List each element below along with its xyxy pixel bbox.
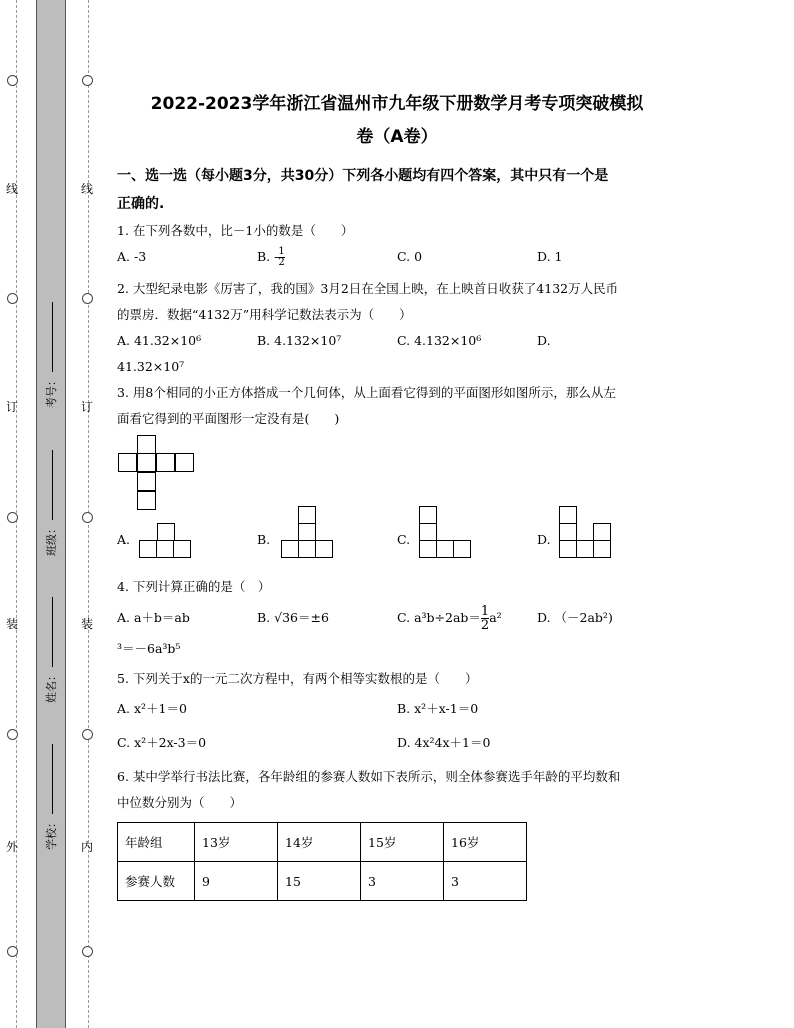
question-4: 4. 下列计算正确的是（ ） (117, 579, 271, 594)
question-5-options-row2 (117, 726, 677, 760)
age-group-table (117, 822, 527, 901)
option-d: D. 4x²4x＋1＝0 (397, 735, 491, 750)
question-2-options (117, 328, 677, 354)
binding-hole (82, 75, 93, 86)
option-b: B. 4.132×10⁷ (257, 333, 342, 348)
option-a: A. x²＋1＝0 (117, 701, 187, 716)
option-a: A. -3 (117, 249, 147, 264)
binding-hole (82, 512, 93, 523)
school-field: 学校： (43, 744, 59, 850)
binding-hole (7, 75, 18, 86)
side-char: 线 (80, 182, 93, 196)
section-heading: 一、选一选（每小题3分，共30分）下列各小题均有四个答案，其中只有一个是 正确的. (117, 168, 609, 212)
top-view-figure (117, 432, 677, 510)
option-a: A. a＋b＝ab (117, 610, 190, 625)
binding-hole (7, 512, 18, 523)
option-d: D. (537, 333, 551, 348)
binding-margin (0, 0, 100, 1028)
option-a: A. (117, 510, 257, 570)
binding-hole (82, 729, 93, 740)
side-char: 外 (5, 840, 18, 854)
option-c: C. (397, 510, 537, 570)
question-5: 5. 下列关于x的一元二次方程中，有两个相等实数根的是（ ） (117, 671, 478, 686)
binding-hole (7, 946, 18, 957)
class-field: 班级： (43, 450, 59, 556)
page-title: 2022-2023学年浙江省温州市九年级下册数学月考专项突破模拟 卷（A卷） (150, 94, 644, 147)
binding-hole (82, 293, 93, 304)
question-4-options (117, 600, 677, 636)
question-6: 6. 某中学举行书法比赛，各年龄组的参赛人数如下表所示，则全体参赛选手年龄的平均数和 中位数分别为（ ） (117, 769, 621, 810)
side-char: 线 (5, 182, 18, 196)
table-row: 年龄组 13岁 14岁 15岁 16岁 (118, 823, 527, 862)
question-3: 3. 用8个相同的小正方体搭成一个几何体，从上面看它得到的平面图形如图所示，那么从左 面看它得到的平面图形一定没有是( ) (117, 385, 616, 426)
question-5-options (117, 692, 677, 726)
option-b: B. - $\frac{1}{2}$ (257, 246, 285, 268)
option-c: C. 0 (397, 249, 423, 264)
option-d: D. （－2ab²) (537, 610, 613, 625)
binding-hole (82, 946, 93, 957)
option-b: B. (257, 510, 397, 570)
option-a: A. 41.32×10⁶ (117, 333, 202, 348)
name-field: 姓名： (43, 597, 59, 703)
question-3-options (117, 510, 677, 570)
table-row: 参赛人数 9 15 3 3 (118, 862, 527, 901)
exam-number-field: 考号： (43, 302, 59, 408)
option-d-continued: 41.32×10⁷ (117, 359, 185, 374)
side-char: 订 (80, 400, 93, 414)
option-b: B. √36＝±6 (257, 610, 329, 625)
question-1-options (117, 244, 677, 270)
option-c: C. 4.132×10⁶ (397, 333, 482, 348)
option-b: B. x²＋x-1＝0 (397, 701, 479, 716)
option-c: C. x²＋2x-3＝0 (117, 735, 207, 750)
option-d-continued: ³＝－6a³b⁵ (117, 641, 181, 656)
question-1: 1. 在下列各数中，比－1小的数是（ ） (117, 223, 354, 238)
side-char: 装 (80, 617, 93, 631)
exam-content (117, 88, 677, 901)
binding-hole (7, 729, 18, 740)
option-c: C. a³b÷2ab＝ $\frac{1}{2}$ a² (397, 604, 502, 633)
binding-hole (7, 293, 18, 304)
option-d: D. 1 (537, 249, 563, 264)
question-2: 2. 大型纪录电影《厉害了，我的国》3月2日在全国上映，在上映首日收获了4132万人民币 的票房．数据“4132万”用科学记数法表示为（ ） (117, 281, 619, 322)
side-char: 订 (5, 400, 18, 414)
option-d: D. (537, 510, 677, 570)
side-char: 内 (80, 840, 93, 854)
side-char: 装 (5, 617, 18, 631)
